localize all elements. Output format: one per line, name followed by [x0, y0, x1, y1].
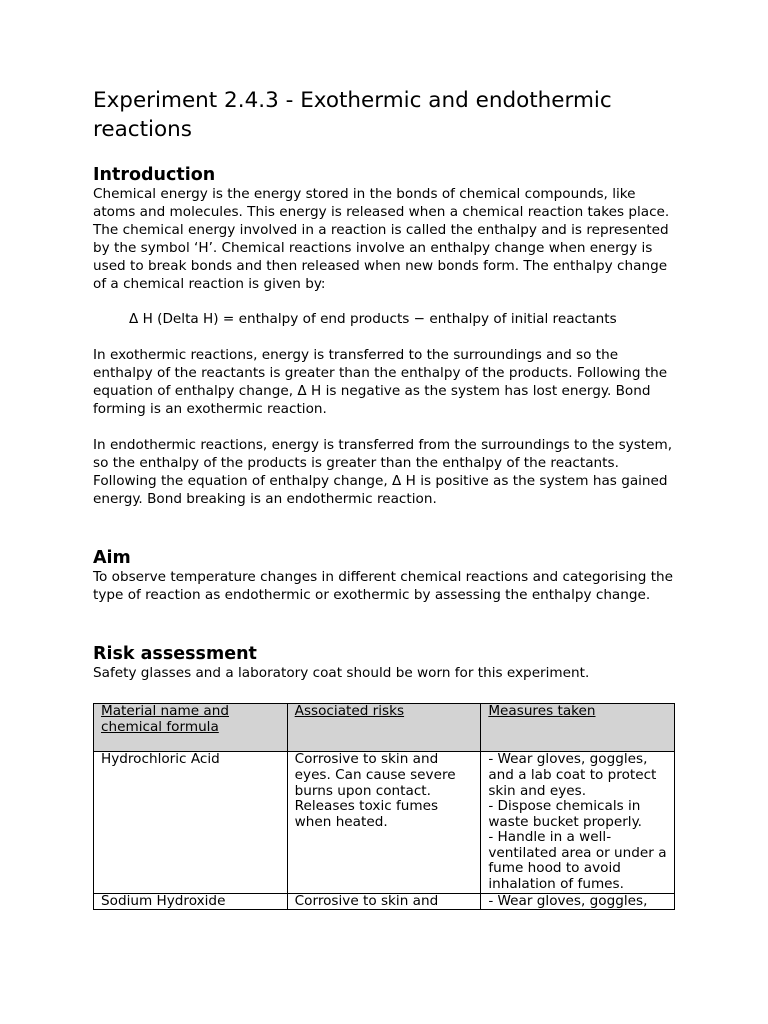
- cell-material: Sodium Hydroxide: [94, 893, 288, 910]
- aim-heading: Aim: [93, 547, 131, 568]
- risk-assessment-heading: Risk assessment: [93, 644, 257, 665]
- table-row: [94, 893, 675, 910]
- table-header-row: [94, 704, 675, 752]
- measure-item: - Wear gloves, goggles, and a lab coat to protect skin and eyes.: [488, 751, 657, 799]
- header-measures: Measures taken: [481, 704, 675, 752]
- cell-measures: [481, 893, 675, 910]
- cell-material: Hydrochloric Acid: [94, 752, 288, 893]
- measure-item: - Dispose chemicals in waste bucket properly.: [488, 798, 642, 830]
- cell-risks: Corrosive to skin and: [287, 893, 481, 910]
- enthalpy-formula: Δ H (Delta H) = enthalpy of end products − enthalpy of initial reactants: [129, 311, 617, 328]
- risk-assessment-text: Safety glasses and a laboratory coat should be worn for this experiment.: [93, 665, 590, 682]
- introduction-paragraph-3: In endothermic reactions, energy is transferred from the surroundings to the system, so the enthalpy of the products is greater than the enthalpy of the reactants. Following the equation of enthalpy change, Δ H is positive as the system has gained energy. Bond breaking is an endothermic reaction.: [93, 436, 673, 507]
- page-title: Experiment 2.4.3 - Exothermic and endothermic reactions: [93, 88, 612, 142]
- introduction-paragraph-2: In exothermic reactions, energy is transferred to the surroundings and so the enthalpy of the reactants is greater than the enthalpy of the products. Following the equation of enthalpy change, Δ H is negative as the system has lost energy. Bond forming is an exothermic reaction.: [93, 347, 668, 418]
- document-page: [93, 86, 675, 910]
- table-row: [94, 752, 675, 893]
- introduction-paragraph-1: Chemical energy is the energy stored in the bonds of chemical compounds, like atoms and molecules. This energy is released when a chemical reaction takes place. The chemical energy involved in a reaction is called the enthalpy and is represented by the symbol ‘H’. Chemical reactions involve an enthalpy change when energy is used to break bonds and then released when new bonds form. The enthalpy change of a chemical reaction is given by:: [93, 186, 670, 292]
- measure-item: - Wear gloves, goggles,: [488, 892, 648, 909]
- header-material: Material name and chemical formula: [94, 704, 288, 752]
- introduction-heading: Introduction: [93, 165, 216, 185]
- measure-item: - Handle in a well-ventilated area or under a fume hood to avoid inhalation of fumes.: [488, 829, 667, 893]
- cell-risks: Corrosive to skin and eyes. Can cause severe burns upon contact. Releases toxic fumes when heated.: [287, 752, 481, 893]
- cell-measures: [481, 752, 675, 893]
- header-risks: Associated risks: [287, 704, 481, 752]
- risk-table: [93, 703, 675, 910]
- aim-text: To observe temperature changes in different chemical reactions and categorising the type of reaction as endothermic or exothermic by assessing the enthalpy change.: [93, 568, 674, 603]
